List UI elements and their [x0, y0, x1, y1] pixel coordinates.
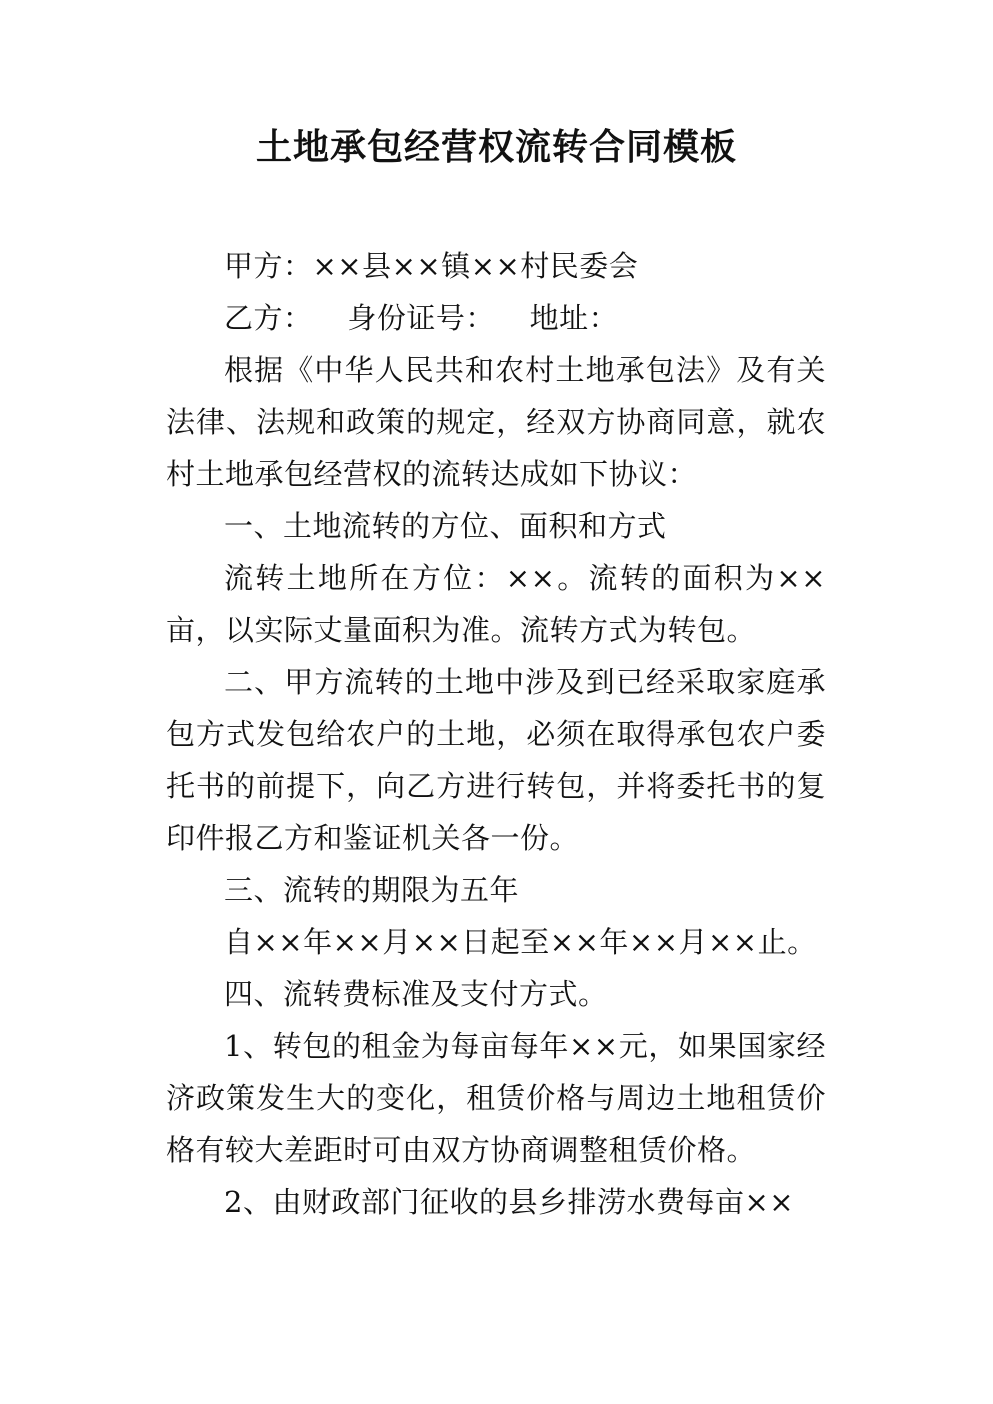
section-heading-4: 四、流转费标准及支付方式。 [224, 977, 608, 1011]
paragraph-rent-1: 1、转包的租金为每亩每年××元，如果国家经济政策发生大的变化，租赁价格与周边土地租赁价格有较大差距时可由双方协商调整租赁价格。 [166, 1029, 826, 1167]
paragraph-fee-2: 2、由财政部门征收的县乡排涝水费每亩×× [224, 1185, 795, 1219]
document-body [166, 240, 826, 1228]
party-a-line: 甲方：××县××镇××村民委会 [224, 249, 639, 283]
id-number-label: 身份证号： [347, 301, 495, 335]
party-b-line [166, 292, 826, 344]
section-heading-2: 二、甲方流转的土地中涉及到已经采取家庭承包方式发包给农户的土地，必须在取得承包农户委托书的前提下，向乙方进行转包，并将委托书的复印件报乙方和鉴证机关各一份。 [166, 665, 826, 855]
section-heading-3: 三、流转的期限为五年 [224, 873, 520, 907]
section-heading-1: 一、土地流转的方位、面积和方式 [224, 509, 667, 543]
paragraph-preamble: 根据《中华人民共和农村土地承包法》及有关法律、法规和政策的规定，经双方协商同意，就农村土地承包经营权的流转达成如下协议： [166, 353, 826, 491]
paragraph-location-area: 流转土地所在方位：××。流转的面积为××亩，以实际丈量面积为准。流转方式为转包。 [166, 561, 826, 647]
party-b-label: 乙方： [224, 301, 313, 335]
address-label: 地址： [529, 301, 619, 335]
paragraph-term-dates: 自××年××月××日起至××年××月××止。 [224, 925, 817, 959]
document-title: 土地承包经营权流转合同模板 [255, 127, 737, 168]
